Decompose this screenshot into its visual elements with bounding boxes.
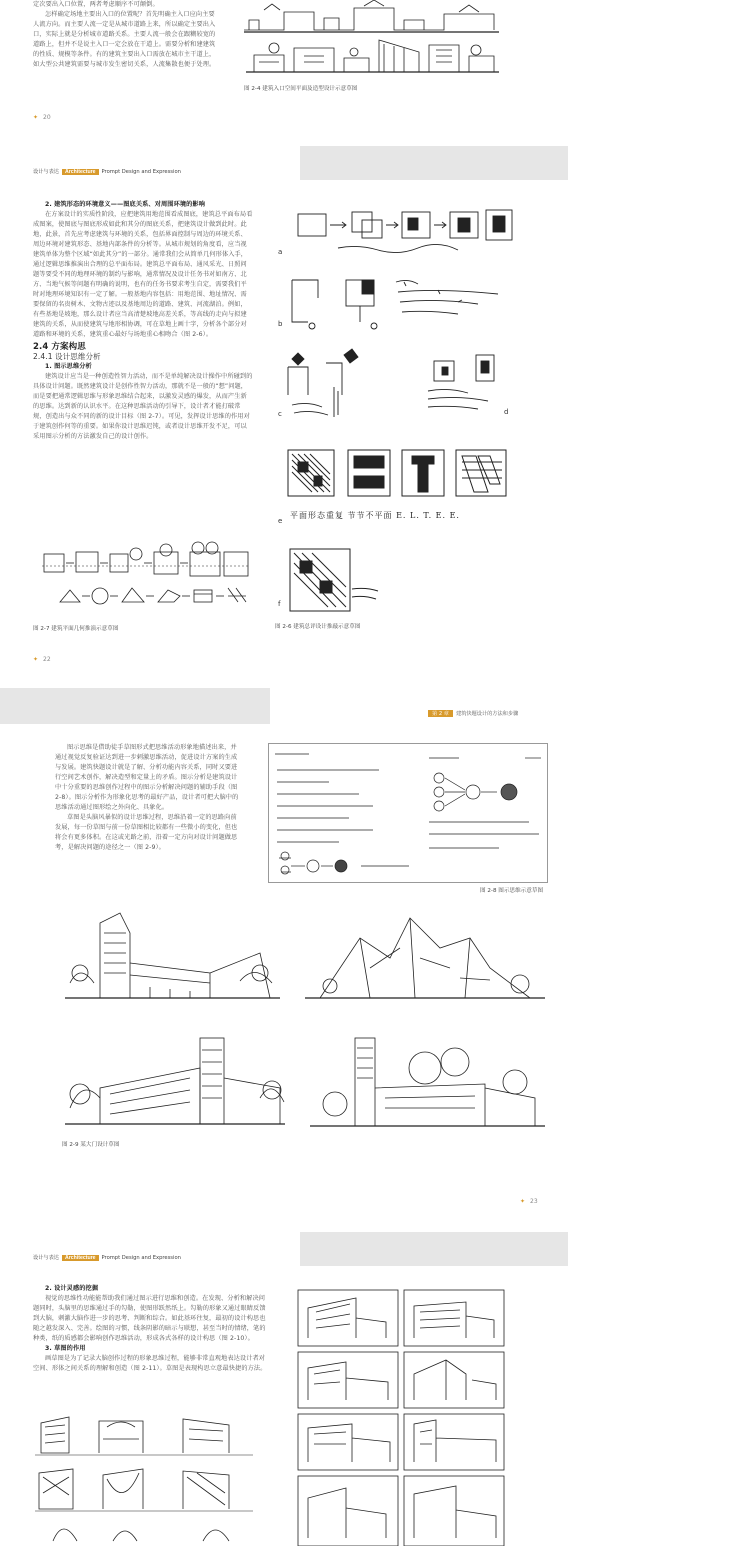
heading-sketch-role: 3. 草图的作用 — [45, 1345, 86, 1352]
geometry-sketch-drawing — [40, 540, 255, 620]
handwritten-e-note: 平面形态重复 节节不平面 E. L. T. E. E. — [290, 511, 460, 520]
page-22-left-column — [33, 200, 253, 442]
site-sketch-b-drawing — [278, 270, 513, 335]
gate-sketch-2 — [300, 908, 550, 1008]
page-20-line1: 定次要出入口位置，两者考虑顺序不可颠倒。 — [33, 1, 159, 8]
heading-graphic-thinking: 1. 图示思维分析 — [45, 363, 92, 370]
section-title: 2. 建筑形态的环境意义——图底关系、对周围环境的影响 — [45, 201, 206, 208]
page-23-header-bar — [0, 688, 270, 724]
form-sketches-drawing — [33, 1413, 273, 1546]
gate-sketch-2-drawing — [300, 908, 550, 1008]
sketch-label-c: c — [278, 410, 282, 418]
page-23-number: 23 — [530, 1198, 538, 1205]
page-23-paragraph-1: 图示思维是借助徒手草图形式把思维活动形象地描述出来，并通过视觉反复验证达到进一步刺激思维活动，促进设计方案的生成与发展。建筑快题设计就是了解、分析功能内容关系，同时又要进行空间艺术创作，解决造型和定量上的矛盾。图示分析是建筑设计中十分重要的思维创作过程中的图示分析解决问题的辅助手段（图 2-8）。图示分析作为形象化思考的最好产品，设计者可把大脑中的思维活动通过图形绘之外向化、具象化。 — [55, 744, 239, 811]
page-20-number: 20 — [43, 114, 51, 121]
header-brand: Architecture — [62, 1255, 99, 1261]
page-22-paragraph-2: 建筑设计应当是一种创造性智力活动，而不是单纯解决设计操作中所碰到的具体设计问题。既然建筑设计是创作性智力活动，那就不是一般的“想”问题，而是要把通常逻辑思维与形象思维结合起来，以激发灵感的爆发，从而产生新的思维。达到新的认识水平。在这种思维活动的引导下，设计者才能打破常规，创造出与众不同的新的设计目标（图 2-7）。可见，发挥设计思维的作用对于建筑创作何等的重要。如果你设计思维迟钝，或者设计思维开发不足，可以采用图示分析的方法激发自己的设计创作。 — [33, 373, 253, 440]
entrance-sketch — [244, 0, 504, 80]
gate-sketch-3-drawing — [60, 1028, 290, 1138]
figure-2-8-drawing — [269, 744, 547, 882]
page-24 — [0, 1228, 750, 1546]
bullet-icon: ✦ — [33, 114, 39, 121]
header-series: 设计与表达 — [33, 169, 59, 175]
heading-inspiration: 2. 设计灵感的挖掘 — [45, 1285, 99, 1292]
page-24-text — [33, 1284, 268, 1374]
site-sketch-b — [278, 270, 513, 335]
site-sketch-f — [282, 545, 382, 617]
bullet-icon: ✦ — [520, 1198, 526, 1205]
heading-2-4: 2.4 方案构思 — [33, 342, 86, 352]
gate-sketch-1 — [60, 903, 285, 1013]
site-sketch-a-drawing — [278, 200, 513, 262]
page-24-header — [33, 1254, 181, 1261]
site-sketch-a — [278, 200, 513, 262]
gate-sketch-4-drawing — [305, 1028, 550, 1138]
page-number-22 — [33, 656, 51, 663]
page-20-paragraph: 怎样确定场地主要出入口的位置呢？首先明确主入口应向主要人流方向。而主要人流一定是从城市道路上来，所以确定主要出入口，实际上就是分析城市道路关系。主要人流一般会在跟糊较宽的道路上，但并不是说主入口一定会放在干道上。需要分析和建建筑的性质、规模等条件。有的建筑主要出入口需放在城市主干道上，如大型公共建筑需要与城市发生密切关系，人流集散也便于处理。 — [33, 11, 216, 68]
header-series: 设计与表达 — [33, 1255, 59, 1261]
gate-sketch-4 — [305, 1028, 550, 1138]
figure-2-9-caption: 图 2-9 某大门设计草图 — [62, 1142, 120, 1148]
entrance-sketch-drawing — [244, 0, 504, 80]
figure-2-4-caption: 图 2-4 建筑入口空间平面及造型设计示意草图 — [244, 86, 358, 92]
chapter-chip: 第 2 章 — [428, 710, 453, 717]
page-number-20 — [33, 114, 51, 121]
page-22-header-bar — [300, 146, 568, 180]
site-sketch-cd-drawing — [278, 345, 513, 423]
form-sketches — [33, 1413, 273, 1546]
sketch-label-f: f — [278, 600, 281, 608]
page-24-header-bar — [300, 1232, 568, 1266]
header-subtitle: Prompt Design and Expression — [101, 1254, 181, 1261]
page-23-running-head — [428, 710, 518, 717]
page-24-paragraph-1: 视觉的思维性功能能帮助我们通过图示进行思维和创造。在发现、分析和解决问题同时，头脑里的思维通过手的勾勒，使图形跃然纸上。勾勒的形象又通过眼睛反馈到大脑，刺激大脑作进一步的思考、判断和综合。如此基环往复，最初的设计构思也随之越发深入、完善。绘图的习惯，线条阴影的暗示与联想，甚至当时的情绪，笔的种类，纸的质感都会影响创作思维活动，形成各式各样的设计构思（图 2-10）。 — [33, 1295, 266, 1342]
heading-2-4-1: 2.4.1 设计思维分析 — [33, 352, 101, 361]
sketch-label-e: e — [278, 517, 283, 525]
site-sketch-cd — [278, 345, 513, 423]
gate-sketch-1-drawing — [60, 903, 285, 1013]
header-subtitle: Prompt Design and Expression — [101, 168, 181, 175]
sketch-label-b: b — [278, 320, 283, 328]
header-brand: Architecture — [62, 169, 99, 175]
page-20 — [0, 0, 750, 140]
page-22-header — [33, 168, 181, 175]
sketch-label-d: d — [504, 408, 509, 416]
site-sketch-f-drawing — [282, 545, 382, 617]
page-24-paragraph-2: 画草图是为了记录大脑创作过程的形象思维过程，能够非常直观地表达设计者对空间、形体之间关系的理解和创造（图 2-11）。草图是表现构思立意最快捷的方法。 — [33, 1355, 267, 1372]
page-22 — [0, 140, 750, 688]
perspective-sketch-grid-drawing — [296, 1288, 516, 1546]
page-20-text — [33, 0, 219, 70]
page-23-paragraph-2: 草图是头脑风暴似的设计思维过程，思维沿着一定的思路向前发展，每一份草图与前一份草图相比较都有一些微小的变化，但也将会有更多体积。在这或光路之前，沿着一定方向对设计问题做思考，是解决问题的途径之一（图 2-9）。 — [55, 814, 238, 851]
page-22-paragraph-1: 在方案设计的实质性阶段，应把建筑用地范围看成图底，建筑总平面布局看成图案，使图底与图底形成如此和其分的图底关系，把建筑设计做到此时。此地，此景，首先应考虑建筑与环境的关系，包括界面控制与周边的环境关系、周边环境对建筑形态、基地内部条件的分析等。从城市规划的角度看，应当视建筑单体为整个区域“如此其分”的一部分。通常我们会从简单几何形体入手，通过逻辑思维推演出合理的总平面布局。建筑总平面布局、通风采光、日照问题等要受不同的地理环境的制约与影响，通常情况及设计任务书对如南方、北方、当地气候等问题有明确的说明，也有的任务书要求考生自定，需要我们平时对地理环境知识有一定了解。一般基地内容包括：用地范围、地址情况、需要保留的名贵树木、文物古迹以及基地周边的道路、建筑、河流湖泊。例如，有些基地是坡地，那么设计者应当高清楚坡地高差关系，等高线的走向与拟建建筑的关系，从而使建筑与地形相协调，可在草地上画十字，分析各个部分对道路和环境的关系，建筑重心最好与场地重心相吻合（图 2-6）。 — [33, 211, 253, 338]
figure-2-8-frame — [268, 743, 548, 883]
perspective-sketch-grid — [296, 1288, 516, 1546]
figure-2-8-caption: 图 2-8 图示思维示意草图 — [480, 888, 544, 894]
page-23 — [0, 688, 750, 1228]
geometry-sketch — [40, 540, 255, 620]
bullet-icon: ✦ — [33, 656, 39, 663]
page-23-text — [55, 743, 243, 853]
gate-sketch-3 — [60, 1028, 290, 1138]
running-head-text: 建筑快题设计的方法和步骤 — [455, 711, 519, 717]
sketch-label-a: a — [278, 248, 283, 256]
page-number-23 — [520, 1198, 538, 1205]
figure-2-6-caption: 图 2-6 建筑总评设计推敲示意草图 — [275, 624, 361, 630]
figure-2-7-caption: 图 2-7 建筑平面几何推演示意草图 — [33, 626, 119, 632]
page-22-number: 22 — [43, 656, 51, 663]
